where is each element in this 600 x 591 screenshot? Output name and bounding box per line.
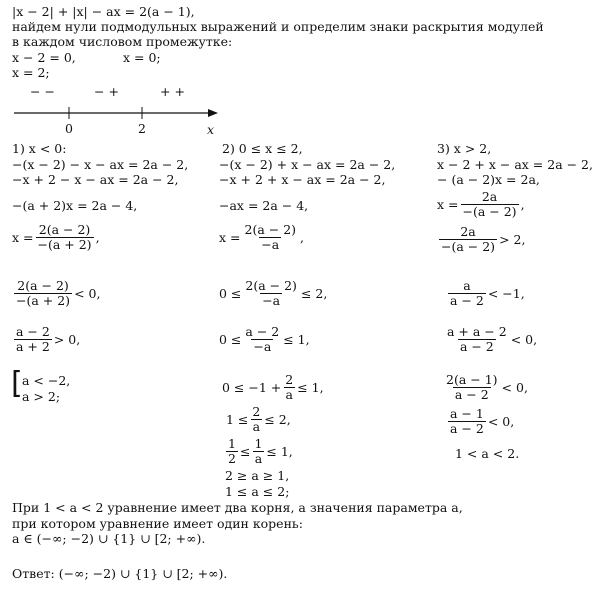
case1-heading: 1) x < 0: <box>12 141 67 156</box>
sign-interval-2: − + <box>94 84 119 99</box>
case2-inequality-4: 1 ≤ $\frac{2}{a}$ ≤ 2, <box>226 404 291 434</box>
case3-line2: − (a − 2)x = 2a, <box>437 172 540 187</box>
case3-inequality-4: $\frac{2(a - 1)}{a - 2}$ < 0, <box>446 372 528 402</box>
answer-line: Ответ: (−∞; −2) ∪ {1} ∪ [2; +∞). <box>12 566 228 581</box>
case1-system-2: a > 2; <box>22 389 61 404</box>
zero-eq-3: x = 2; <box>12 65 50 80</box>
case3-inequality-1: $\frac{2a}{-(a - 2)}$ > 2, <box>441 224 526 254</box>
zero-eq-1: x − 2 = 0, <box>12 50 76 65</box>
case1-inequality-1: $\frac{2(a - 2)}{-(a + 2)}$ < 0, <box>16 278 101 308</box>
case1-x-fraction: x = $\frac{2(a - 2)}{-(a + 2)}$ , <box>12 222 100 252</box>
conclusion-line-2: при котором уравнение имеет один корень: <box>12 516 303 531</box>
case2-line10: 2 ≥ a ≥ 1, <box>225 468 290 483</box>
case2-line3: −ax = 2a − 4, <box>219 198 309 213</box>
zero-eq-2: x = 0; <box>123 50 161 65</box>
case2-inequality-3: 0 ≤ −1 + $\frac{2}{a}$ ≤ 1, <box>222 372 324 402</box>
case1-system-1: a < −2, <box>22 373 71 388</box>
case3-inequality-2: $\frac{a}{a - 2}$ < −1, <box>450 278 525 308</box>
case2-line2: −x + 2 + x − ax = 2a − 2, <box>219 172 386 187</box>
main-equation: |x − 2| + |x| − ax = 2(a − 1), <box>12 4 195 19</box>
case1-inequality-2: $\frac{a - 2}{a + 2}$ > 0, <box>16 324 81 354</box>
case1-system-bracket: [ <box>11 366 23 401</box>
case2-heading: 2) 0 ≤ x ≤ 2, <box>222 141 303 156</box>
case3-line9: 1 < a < 2. <box>455 446 520 461</box>
case2-line11: 1 ≤ a ≤ 2; <box>225 484 290 499</box>
case1-line3: −(a + 2)x = 2a − 4, <box>12 198 138 213</box>
case2-x-fraction: x = $\frac{2(a - 2)}{-a}$ , <box>219 222 305 252</box>
intro-line-1: найдем нули подмодульных выражений и определим знаки раскрытия модулей <box>12 19 544 34</box>
conclusion-line-1: При 1 < a < 2 уравнение имеет два корня, а значения параметра a, <box>12 500 463 515</box>
case2-inequality-5: $\frac{1}{2}$ ≤ $\frac{1}{a}$ ≤ 1, <box>228 436 293 466</box>
axis-arrow <box>208 109 218 117</box>
intro-line-2: в каждом числовом промежутке: <box>12 34 233 49</box>
case2-inequality-1: 0 ≤ $\frac{2(a - 2)}{-a}$ ≤ 2, <box>219 278 328 308</box>
tick-label-2: 2 <box>138 121 146 136</box>
case3-line1: x − 2 + x − ax = 2a − 2, <box>437 157 593 172</box>
case1-line2: −x + 2 − x − ax = 2a − 2, <box>12 172 179 187</box>
axis-var-label: x <box>207 122 215 137</box>
case1-line1: −(x − 2) − x − ax = 2a − 2, <box>12 157 189 172</box>
sign-interval-3: + + <box>160 84 185 99</box>
sign-interval-1: − − <box>30 84 55 99</box>
case3-heading: 3) x > 2, <box>437 141 492 156</box>
conclusion-line-3: a ∈ (−∞; −2) ∪ {1} ∪ [2; +∞). <box>12 531 206 546</box>
tick-label-0: 0 <box>65 121 73 136</box>
case3-inequality-3: $\frac{a + a - 2}{a - 2}$ < 0, <box>447 324 538 354</box>
case3-inequality-5: $\frac{a - 1}{a - 2}$ < 0, <box>450 406 515 436</box>
case2-inequality-2: 0 ≤ $\frac{a - 2}{-a}$ ≤ 1, <box>219 324 310 354</box>
case3-x-fraction: x = $\frac{2a}{-(a - 2)}$ , <box>437 189 525 219</box>
case2-line1: −(x − 2) + x − ax = 2a − 2, <box>219 157 396 172</box>
